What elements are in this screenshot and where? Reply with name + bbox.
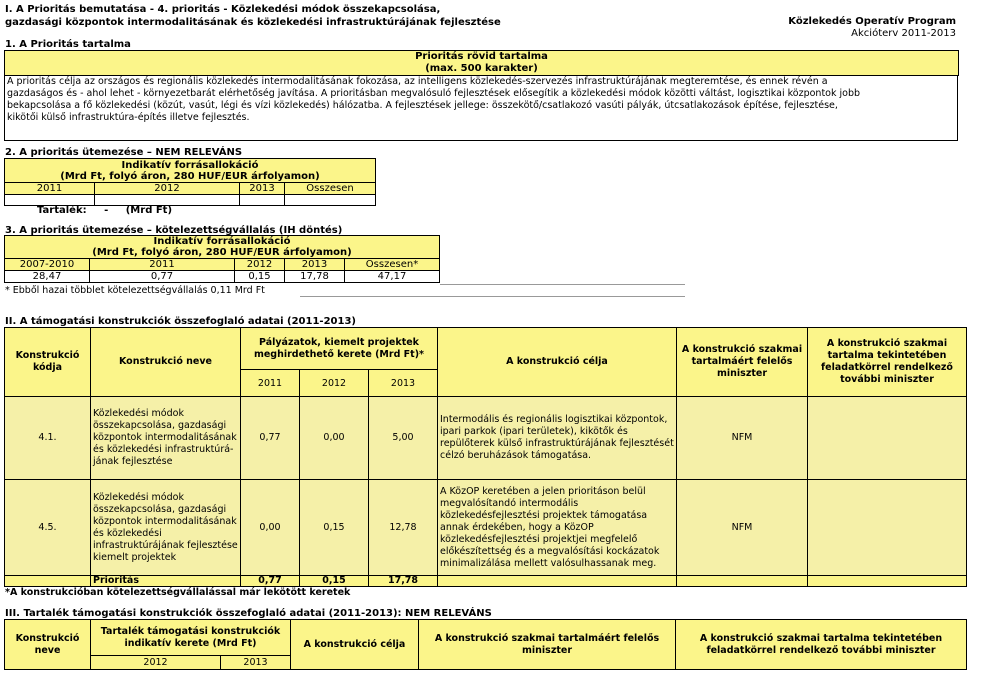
- program-name: Közlekedés Operatív Program: [788, 16, 956, 27]
- year-col-header: 2013: [240, 183, 285, 195]
- total-2012: 0,15: [300, 576, 369, 587]
- col-header-frame: Tartalék támogatási konstrukciók indikatív kerete (Mrd Ft): [91, 620, 291, 656]
- summary-line: gazdaságos és - ahol lehet - környezetbarát elérhetőség javítása. A prioritásban megvalósuló fejlesztések elősegítik a közlekedési módok közötti váltást, logisztikai központok jobb: [7, 88, 861, 99]
- empty-cell: [95, 195, 240, 206]
- total-label: Prioritás: [91, 576, 241, 587]
- construction-name: Közlekedési módok összekapcsolása, gazdasági központok intermodalitásának és közlekedési infrastruktúrájának fejlesztése kiemelt projektek: [91, 480, 241, 576]
- header-line-2: gazdasági központok intermodalitásának és közlekedési infrastruktúrájának fejlesztése: [5, 17, 501, 28]
- total-2013: 17,78: [369, 576, 438, 587]
- table-row: [5, 480, 967, 576]
- total-row: [5, 576, 967, 587]
- year-col-header: 2012: [235, 259, 285, 271]
- empty-cell: [677, 576, 808, 587]
- allocation-3-heading-line-1: Indikatív forrásallokáció: [153, 236, 291, 247]
- col-header-code: Konstrukció kódja: [5, 328, 91, 397]
- value-cell: 0,15: [235, 271, 285, 283]
- empty-cell: [285, 195, 376, 206]
- section-3-title: 3. A prioritás ütemezése – kötelezettségvállalás (IH döntés): [5, 225, 343, 236]
- empty-cell: [5, 195, 95, 206]
- col-header-minister: A konstrukció szakmai tartalmáért felelős miniszter: [419, 620, 676, 670]
- divider: [300, 296, 685, 297]
- year-col-header: 2011: [5, 183, 95, 195]
- value-cell: 0,77: [90, 271, 235, 283]
- allocation-2-heading-line-1: Indikatív forrásallokáció: [121, 159, 259, 171]
- total-2011: 0,77: [241, 576, 300, 587]
- program-period: Akcióterv 2011-2013: [851, 28, 956, 39]
- year-col-header: 2013: [221, 656, 291, 670]
- reserve-constructions-table: [4, 619, 967, 670]
- total-col-header: Összesen: [285, 183, 376, 195]
- year-col-header: 2012: [95, 183, 240, 195]
- value-2013: 5,00: [369, 397, 438, 480]
- total-col-header: Összesen*: [345, 259, 440, 271]
- year-col-header: 2013: [369, 370, 438, 397]
- construction-code: 4.5.: [5, 480, 91, 576]
- reserve-unit: (Mrd Ft): [125, 205, 173, 216]
- year-col-header: 2007-2010: [5, 259, 90, 271]
- other-minister: [808, 397, 967, 480]
- value-2012: 0,15: [300, 480, 369, 576]
- year-col-header: 2011: [241, 370, 300, 397]
- priority-summary-text: [4, 75, 958, 141]
- section-1-title: 1. A Prioritás tartalma: [5, 39, 131, 50]
- col-header-goal: A konstrukció célja: [438, 328, 677, 397]
- value-2012: 0,00: [300, 397, 369, 480]
- value-cell: 28,47: [5, 271, 90, 283]
- divider: [440, 284, 685, 285]
- reserve-row: [37, 205, 172, 216]
- section-II-title: II. A támogatási konstrukciók összefoglaló adatai (2011-2013): [5, 316, 356, 327]
- construction-goal: A KözOP keretében a jelen prioritáson belül megvalósítandó intermodális közlekedésfejlesztési projektek támogatása annak érdekében, hogy a KözOP közlekedésfejlesztési projektjei megfelelő előkészítettség és a megvalósítási kockázatok minimalizálása mellett valósulhassanak meg.: [438, 480, 677, 576]
- construction-name: Közlekedési módok összekapcsolása, gazdasági központok intermodalitásának és közlekedési infrastruktúrá-jának fejlesztése: [91, 397, 241, 480]
- construction-code: 4.1.: [5, 397, 91, 480]
- total-value-cell: 47,17: [345, 271, 440, 283]
- empty-cell: [808, 576, 967, 587]
- empty-cell: [5, 576, 91, 587]
- summary-heading-line-2: (max. 500 karakter): [425, 63, 538, 74]
- col-header-frame: Pályázatok, kiemelt projektek meghirdethető kerete (Mrd Ft)*: [241, 328, 438, 370]
- col-header-goal: A konstrukció célja: [291, 620, 419, 670]
- allocation-3-heading: [5, 236, 440, 259]
- allocation-3-heading-line-2: (Mrd Ft, folyó áron, 280 HUF/EUR árfolyamon): [92, 247, 352, 258]
- col-header-name: Konstrukció neve: [91, 328, 241, 397]
- year-col-header: 2013: [285, 259, 345, 271]
- empty-cell: [240, 195, 285, 206]
- year-col-header: 2012: [300, 370, 369, 397]
- summary-heading-line-1: Prioritás rövid tartalma: [415, 51, 548, 62]
- allocation-2-heading: [5, 159, 376, 183]
- summary-line: bekapcsolása a fő közlekedési (közút, vasút, légi és vízi közlekedés) hálózatba. A fejlesztések jellege: összekötő/csatlakozó vasúti pályák, útcsatlakozások építése, fejlesztése,: [7, 100, 838, 111]
- section-3-footnote: * Ebből hazai többlet kötelezettségvállalás 0,11 Mrd Ft: [5, 285, 265, 296]
- section-II-footnote: *A konstrukcióban kötelezettségvállalással már lekötött keretek: [5, 587, 351, 598]
- header-line-1: I. A Prioritás bemutatása - 4. prioritás - Közlekedési módok összekapcsolása,: [5, 4, 441, 15]
- col-header-other-minister: A konstrukció szakmai tartalma tekintetében feladatkörrel rendelkező további miniszter: [676, 620, 967, 670]
- empty-cell: [438, 576, 677, 587]
- summary-line: A prioritás célja az országos és regionális közlekedés intermodalitásának fokozása, az intelligens közlekedés-szervezés infrastruktúrájának megteremtése, és ennek révén a: [7, 76, 828, 87]
- col-header-name: Konstrukció neve: [5, 620, 91, 670]
- year-col-header: 2012: [91, 656, 221, 670]
- table-row: [5, 397, 967, 480]
- allocation-table-3: [4, 235, 440, 283]
- allocation-2-heading-line-2: (Mrd Ft, folyó áron, 280 HUF/EUR árfolyamon): [60, 170, 320, 182]
- constructions-table: [4, 327, 967, 587]
- reserve-value: -: [104, 205, 109, 216]
- other-minister: [808, 480, 967, 576]
- year-col-header: 2011: [90, 259, 235, 271]
- responsible-minister: NFM: [677, 397, 808, 480]
- construction-goal: Intermodális és regionális logisztikai központok, ipari parkok (ipari területek), kikötők és repülőterek külső infrastruktúrájának fejlesztését célzó beruházások támogatása.: [438, 397, 677, 480]
- responsible-minister: NFM: [677, 480, 808, 576]
- value-2013: 12,78: [369, 480, 438, 576]
- reserve-label: Tartalék:: [37, 205, 87, 216]
- section-III-title: III. Tartalék támogatási konstrukciók összefoglaló adatai (2011-2013): NEM RELEVÁNS: [5, 608, 492, 619]
- value-2011: 0,00: [241, 480, 300, 576]
- allocation-table-2: [4, 158, 376, 206]
- col-header-other-minister: A konstrukció szakmai tartalma tekintetében feladatkörrel rendelkező további miniszter: [808, 328, 967, 397]
- col-header-minister: A konstrukció szakmai tartalmáért felelős miniszter: [677, 328, 808, 397]
- section-2-title: 2. A prioritás ütemezése – NEM RELEVÁNS: [5, 147, 243, 158]
- priority-summary-heading: [4, 50, 959, 76]
- value-2011: 0,77: [241, 397, 300, 480]
- summary-line: kikötői külső infrastruktúra-építés illetve fejlesztés.: [7, 112, 250, 123]
- page-header-title: [5, 3, 745, 29]
- program-title: [700, 16, 956, 40]
- value-cell: 17,78: [285, 271, 345, 283]
